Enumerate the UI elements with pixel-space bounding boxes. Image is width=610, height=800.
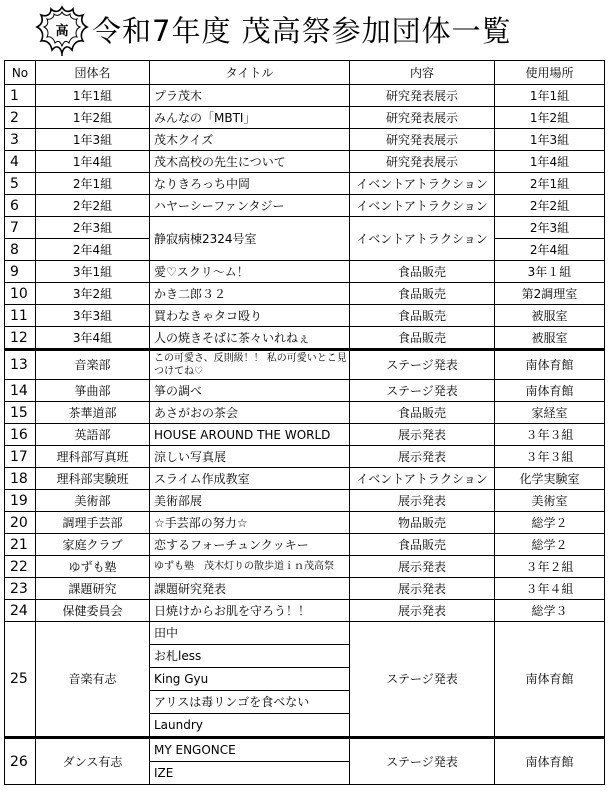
row-group: 箏曲部 [36,380,150,402]
row-content: 研究発表展示 [350,129,495,151]
table-row [5,173,605,195]
table-row [5,85,605,107]
row-content: イベントアトラクション [350,173,495,195]
row-title: アリスは毒リンゴを食べない [150,691,350,714]
row-content: 展示発表 [350,490,495,512]
table-row [5,151,605,173]
page-title: 令和7年度 茂高祭参加団体一覧 [92,14,512,48]
row-place: 総学３ [495,600,605,622]
row-title: なりきろっち中岡 [150,173,350,195]
header-no: No [5,61,36,85]
row-group: ゆずも塾 [36,556,150,578]
row-title: ☆手芸部の努力☆ [150,512,350,534]
row-title: HOUSE AROUND THE WORLD [150,424,350,446]
table-row [5,512,605,534]
table-row [5,556,605,578]
row-no: 8 [5,239,36,261]
row-content: イベントアトラクション [350,195,495,217]
table-row [5,468,605,490]
row-place: ３年３組 [495,446,605,468]
table-row [5,578,605,600]
row-no: 17 [5,446,36,468]
row-title: スライム作成教室 [150,468,350,490]
header-group: 団体名 [36,61,150,85]
row-content: ステージ発表 [350,738,495,785]
row-title: King Gyu [150,668,350,691]
row-content: 食品販売 [350,283,495,305]
row-group: 3年3組 [36,305,150,327]
table-row [5,217,605,239]
row-group: 2年1組 [36,173,150,195]
row-title: お札less [150,645,350,668]
row-place: 被服室 [495,327,605,350]
table-row [5,305,605,327]
row-place: 2年2組 [495,195,605,217]
row-group: 保健委員会 [36,600,150,622]
row-group: 英語部 [36,424,150,446]
row-place: 南体育館 [495,350,605,380]
row-no: 13 [5,350,36,380]
row-no: 5 [5,173,36,195]
row-no: 12 [5,327,36,350]
row-group: 調理手芸部 [36,512,150,534]
row-place: 第2調理室 [495,283,605,305]
table-row [5,380,605,402]
row-place: 美術室 [495,490,605,512]
row-place: ３年４組 [495,578,605,600]
row-group: 課題研究 [36,578,150,600]
row-no: 2 [5,107,36,129]
row-title: 美術部展 [150,490,350,512]
row-title: 茂木クイズ [150,129,350,151]
school-emblem-icon [34,4,90,56]
table-row [5,402,605,424]
row-place: 被服室 [495,305,605,327]
row-place: 南体育館 [495,380,605,402]
row-group: 2年4組 [36,239,150,261]
table-row [5,261,605,283]
table-row [5,350,605,380]
row-no: 25 [5,622,36,738]
row-content: 食品販売 [350,534,495,556]
row-group: 2年2組 [36,195,150,217]
row-content: 食品販売 [350,327,495,350]
row-no: 15 [5,402,36,424]
row-place: 1年2組 [495,107,605,129]
table-row [5,107,605,129]
svg-text:高: 高 [55,24,69,39]
row-content: 食品販売 [350,305,495,327]
row-no: 6 [5,195,36,217]
table-row [5,129,605,151]
row-place: 2年1組 [495,173,605,195]
table-header-row [5,61,605,85]
row-no: 16 [5,424,36,446]
row-title: 課題研究発表 [150,578,350,600]
row-title: かき二郎３２ [150,283,350,305]
row-content: 食品販売 [350,261,495,283]
table-row [5,738,605,762]
row-title: 愛♡スクリ～ム！ [150,261,350,283]
table-row [5,534,605,556]
row-group: 3年1組 [36,261,150,283]
row-no: 1 [5,85,36,107]
row-group: 1年4組 [36,151,150,173]
row-title: ハヤーシーファンタジー [150,195,350,217]
header-title: タイトル [150,61,350,85]
row-no: 14 [5,380,36,402]
row-content: 研究発表展示 [350,107,495,129]
row-group: 美術部 [36,490,150,512]
header-place: 使用場所 [495,61,605,85]
row-content: 展示発表 [350,424,495,446]
header [0,0,610,58]
row-content: ステージ発表 [350,380,495,402]
table-row [5,446,605,468]
row-group: 音楽有志 [36,622,150,738]
row-content: 展示発表 [350,556,495,578]
row-title: 箏の調べ [150,380,350,402]
row-place: ３年２組 [495,556,605,578]
row-title: IZE [150,762,350,785]
row-title: MY ENGONCE [150,738,350,762]
row-title: みんなの「MBTI」 [150,107,350,129]
row-no: 24 [5,600,36,622]
row-content: 展示発表 [350,446,495,468]
row-content: 物品販売 [350,512,495,534]
row-no: 11 [5,305,36,327]
row-no: 23 [5,578,36,600]
row-place: 総学２ [495,512,605,534]
row-content: イベントアトラクション [350,217,495,261]
row-title: 人の焼きそばに茶々いれねぇ [150,327,350,350]
row-no: 19 [5,490,36,512]
row-content: 研究発表展示 [350,151,495,173]
row-title: 涼しい写真展 [150,446,350,468]
row-place: ３年３組 [495,424,605,446]
row-group: 1年1組 [36,85,150,107]
row-content: ステージ発表 [350,350,495,380]
row-group: 理科部写真班 [36,446,150,468]
row-place: 家経室 [495,402,605,424]
table-row [5,490,605,512]
row-title: 静寂病棟2324号室 [150,217,350,261]
row-group: 1年3組 [36,129,150,151]
row-title: 茂木高校の先生について [150,151,350,173]
row-group: 2年3組 [36,217,150,239]
row-no: 20 [5,512,36,534]
row-title: ゆずも塾 茂木灯りの散歩道ｉｎ茂高祭 [150,556,350,578]
row-place: 南体育館 [495,738,605,785]
row-no: 18 [5,468,36,490]
row-title: 恋するフォーチュンクッキー [150,534,350,556]
row-place: 2年3組 [495,217,605,239]
row-no: 26 [5,738,36,785]
row-content: 展示発表 [350,578,495,600]
row-content: イベントアトラクション [350,468,495,490]
row-no: 10 [5,283,36,305]
row-title: 田中 [150,622,350,645]
row-content: 食品販売 [350,402,495,424]
row-no: 4 [5,151,36,173]
row-place: 化学実験室 [495,468,605,490]
row-place: 1年3組 [495,129,605,151]
row-no: 21 [5,534,36,556]
row-group: 1年2組 [36,107,150,129]
table-row [5,424,605,446]
table-row [5,327,605,350]
row-place: 3年１組 [495,261,605,283]
row-no: 3 [5,129,36,151]
row-group: 音楽部 [36,350,150,380]
row-group: 3年2組 [36,283,150,305]
row-no: 7 [5,217,36,239]
row-place: 1年1組 [495,85,605,107]
row-content: 研究発表展示 [350,85,495,107]
row-title: あさがおの茶会 [150,402,350,424]
row-group: 理科部実験班 [36,468,150,490]
row-group: 家庭クラブ [36,534,150,556]
participant-table [4,60,605,785]
row-title: 日焼けからお肌を守ろう！！ [150,600,350,622]
row-place: 南体育館 [495,622,605,738]
row-content: ステージ発表 [350,622,495,738]
row-group: ダンス有志 [36,738,150,785]
row-no: 22 [5,556,36,578]
row-no: 9 [5,261,36,283]
table-row [5,195,605,217]
row-place: 総学２ [495,534,605,556]
row-place: 2年4組 [495,239,605,261]
table-row [5,622,605,645]
row-place: 1年4組 [495,151,605,173]
row-title: Laundry [150,714,350,738]
header-content: 内容 [350,61,495,85]
row-content: 展示発表 [350,600,495,622]
row-title: この可愛さ、反則級！！ 私の可愛いとこ見つけてね♡ [150,350,350,380]
row-group: 茶華道部 [36,402,150,424]
row-group: 3年4組 [36,327,150,350]
table-row [5,600,605,622]
row-title: 買わなきゃタコ殴り [150,305,350,327]
row-title: プラ茂木 [150,85,350,107]
table-row [5,283,605,305]
